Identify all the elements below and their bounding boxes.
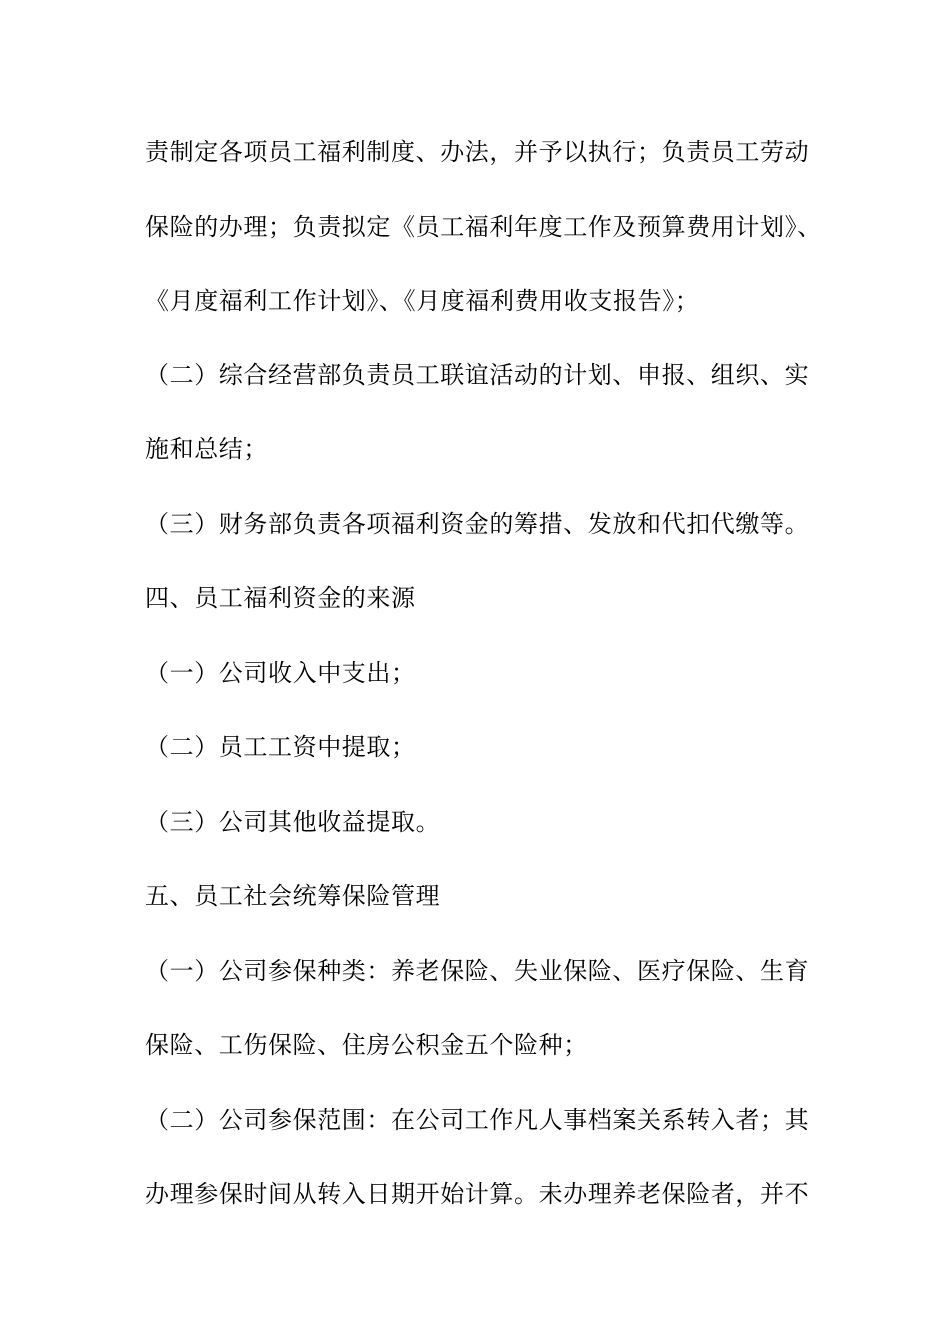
list-item: （一）公司收入中支出； bbox=[145, 659, 416, 687]
list-item: （三）公司其他收益提取。 bbox=[145, 808, 441, 836]
paragraph-line: （一）公司参保种类：养老保险、失业保险、医疗保险、生育 bbox=[145, 957, 810, 985]
section-heading: 四、员工福利资金的来源 bbox=[145, 584, 416, 612]
section-heading: 五、员工社会统筹保险管理 bbox=[145, 882, 441, 910]
paragraph-line: （二）综合经营部负责员工联谊活动的计划、申报、组织、实 bbox=[145, 361, 810, 389]
paragraph-line: 保险的办理；负责拟定《员工福利年度工作及预算费用计划》、 bbox=[145, 213, 822, 241]
paragraph-line: （二）公司参保范围：在公司工作凡人事档案关系转入者；其 bbox=[145, 1106, 810, 1134]
paragraph-line: 办理参保时间从转入日期开始计算。未办理养老保险者，并不 bbox=[145, 1180, 810, 1208]
paragraph-line: （三）财务部负责各项福利资金的筹措、发放和代扣代缴等。 bbox=[145, 510, 810, 538]
list-item: （二）员工工资中提取； bbox=[145, 733, 416, 761]
paragraph-line: 保险、工伤保险、住房公积金五个险种； bbox=[145, 1031, 588, 1059]
paragraph-line: 责制定各项员工福利制度、办法，并予以执行；负责员工劳动 bbox=[145, 138, 810, 166]
paragraph-line: 《月度福利工作计划》、《月度福利费用收支报告》； bbox=[145, 287, 700, 315]
paragraph-line: 施和总结； bbox=[145, 435, 268, 463]
